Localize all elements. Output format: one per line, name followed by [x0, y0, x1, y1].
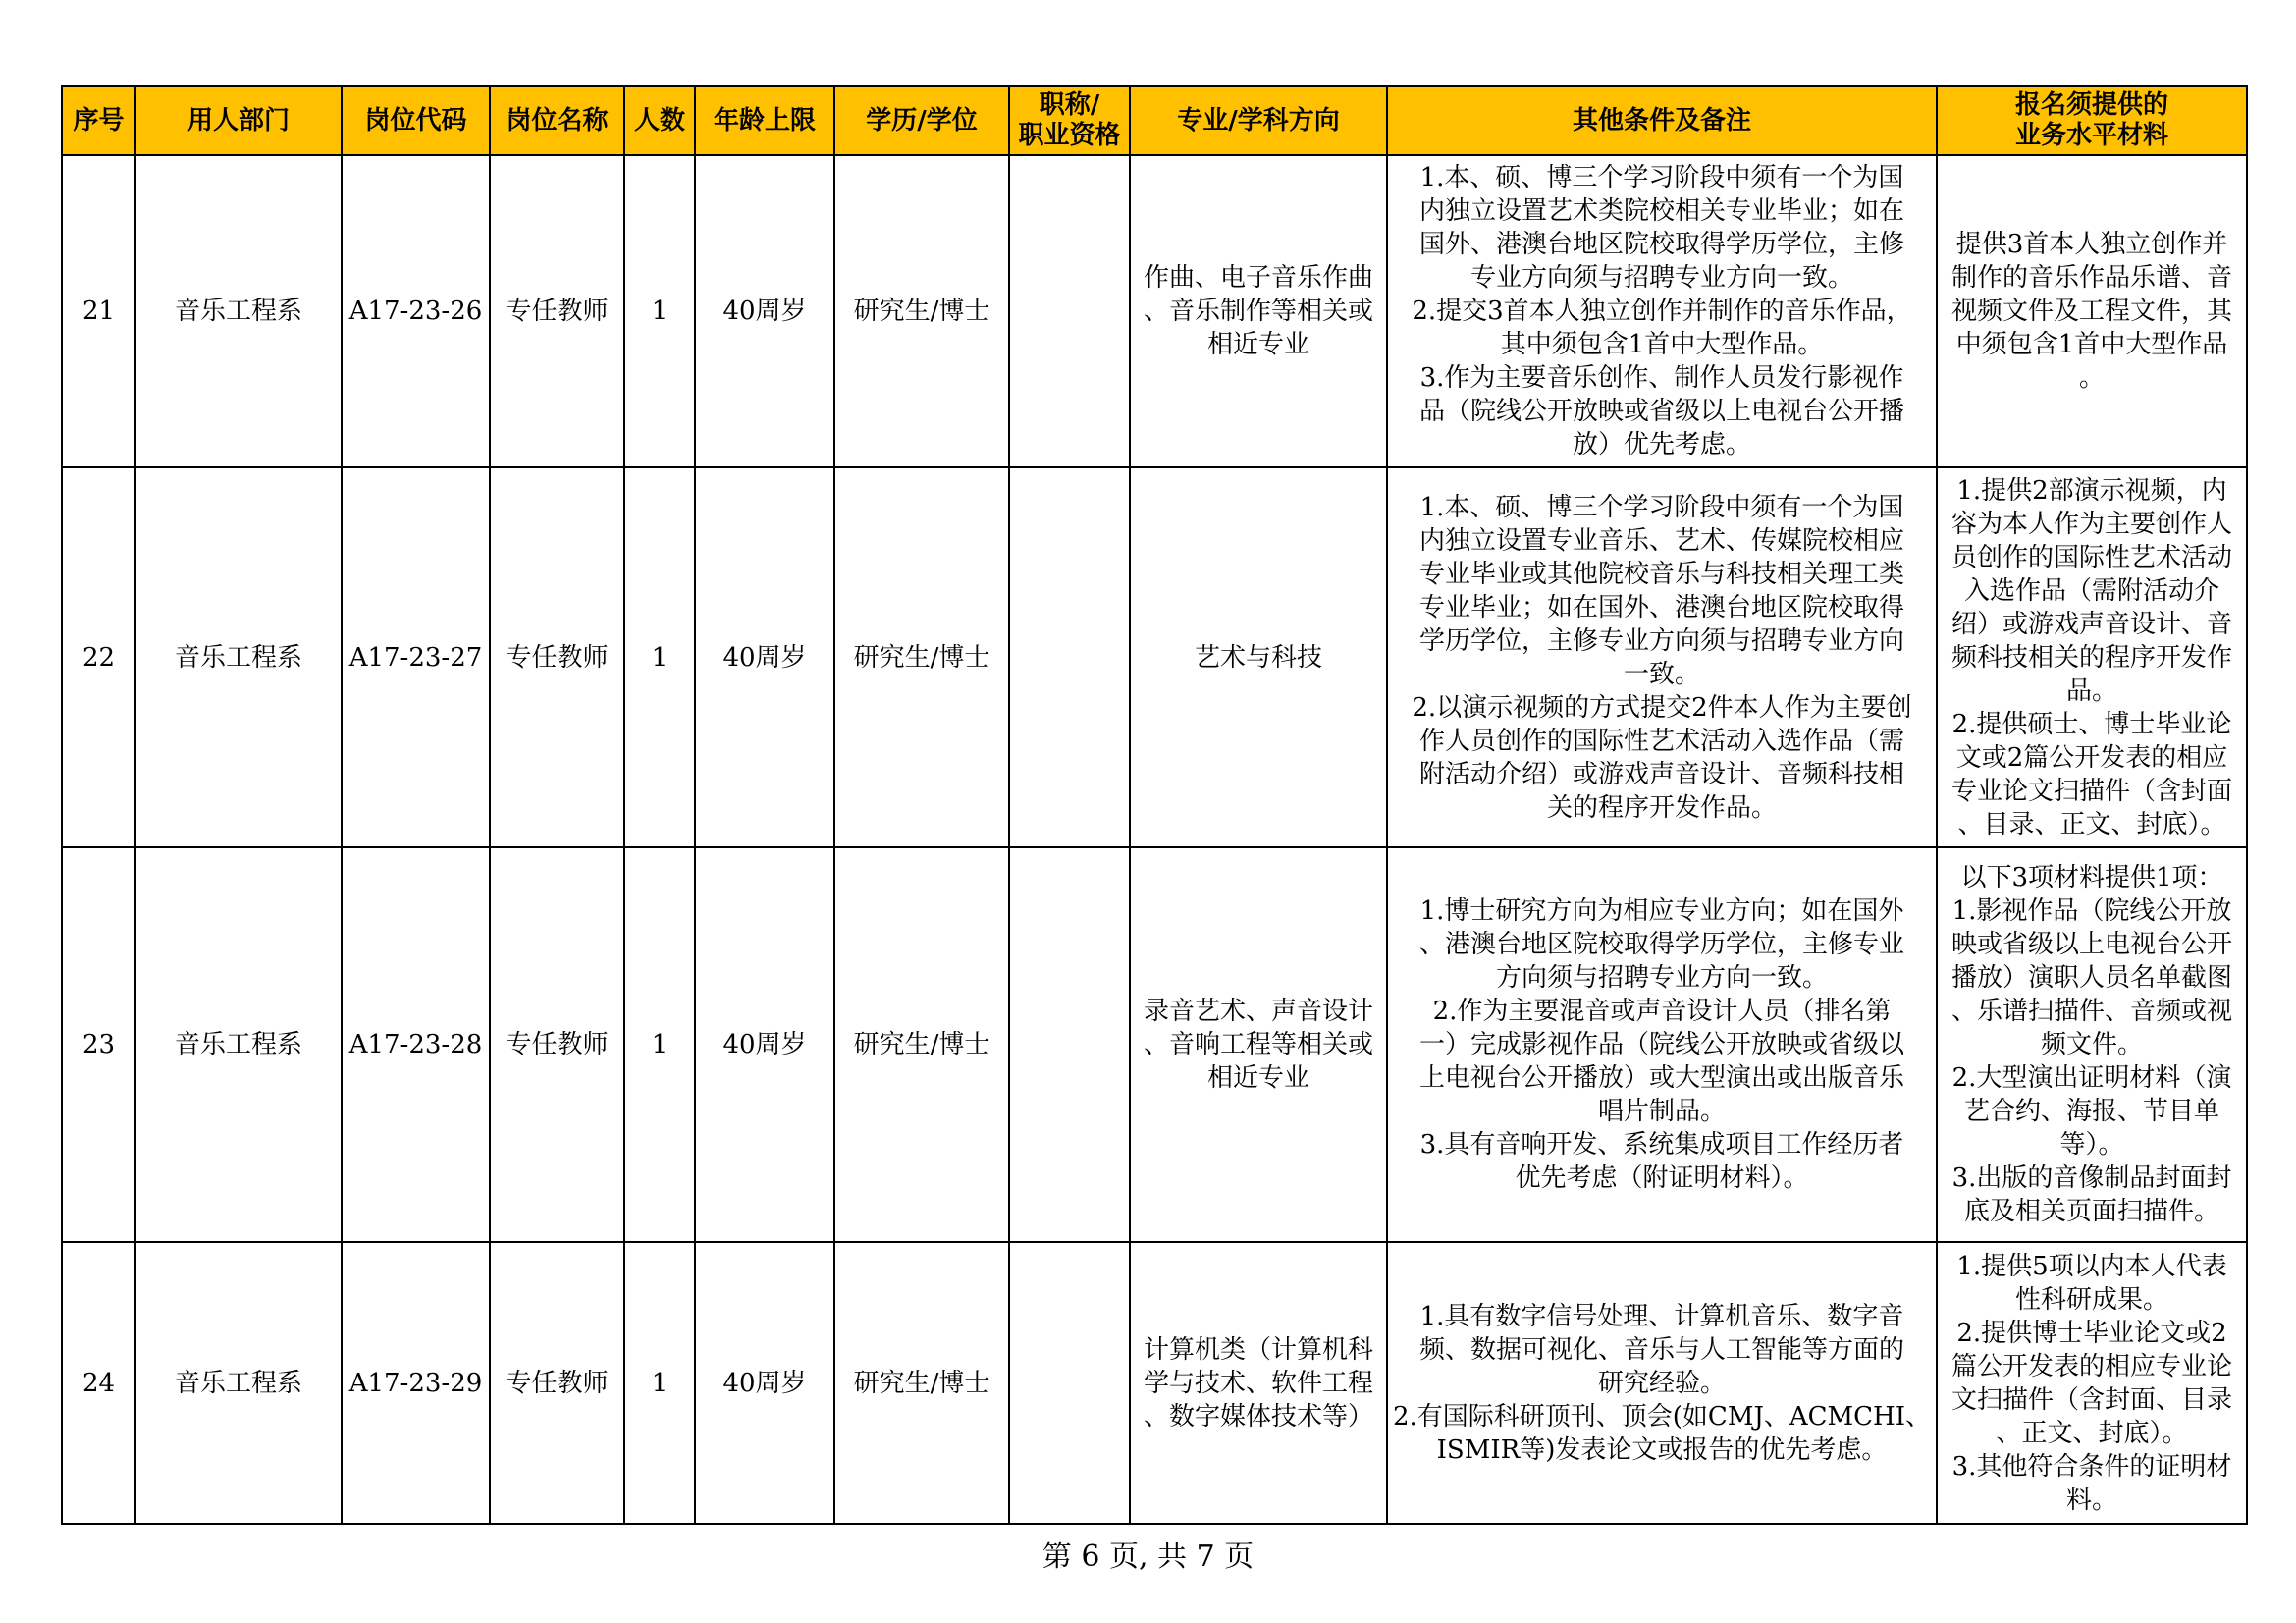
cell-code: A17-23-27 [342, 467, 490, 847]
header-major: 专业/学科方向 [1130, 86, 1387, 155]
header-degree: 学历/学位 [834, 86, 1009, 155]
cell-seq: 22 [62, 467, 135, 847]
cell-seq: 23 [62, 847, 135, 1242]
header-age: 年龄上限 [695, 86, 834, 155]
cell-rank [1009, 847, 1130, 1242]
cell-rank [1009, 1242, 1130, 1524]
cell-degree: 研究生/博士 [834, 1242, 1009, 1524]
cell-count: 1 [624, 155, 695, 467]
cell-seq: 24 [62, 1242, 135, 1524]
cell-other: 1.具有数字信号处理、计算机音乐、数字音 频、数据可视化、音乐与人工智能等方面的 研究经验。 2.有国际科研顶刊、顶会(如CMJ、ACMCHI、 ISMIR等)发表论文或报告的优先考虑。 [1387, 1242, 1937, 1524]
cell-other: 1.本、硕、博三个学习阶段中须有一个为国 内独立设置艺术类院校相关专业毕业；如在 国外、港澳台地区院校取得学历学位，主修 专业方向须与招聘专业方向一致。 2.提交3首本人独立创作并制作的音乐作品， 其中须包含1首中大型作品。 3.作为主要音乐创作、制作人员发行影视作 品（院线公开放映或省级以上电视台公开播 放）优先考虑。 [1387, 155, 1937, 467]
cell-dept: 音乐工程系 [135, 467, 342, 847]
cell-age: 40周岁 [695, 155, 834, 467]
header-code: 岗位代码 [342, 86, 490, 155]
table-row [62, 1242, 2247, 1524]
cell-other: 1.本、硕、博三个学习阶段中须有一个为国 内独立设置专业音乐、艺术、传媒院校相应 专业毕业或其他院校音乐与科技相关理工类 专业毕业；如在国外、港澳台地区院校取得 学历学位，主修专业方向须与招聘专业方向 一致。 2.以演示视频的方式提交2件本人作为主要创 作人员创作的国际性艺术活动入选作品（需 附活动介绍）或游戏声音设计、音频科技相 关的程序开发作品。 [1387, 467, 1937, 847]
header-title: 岗位名称 [490, 86, 624, 155]
cell-code: A17-23-28 [342, 847, 490, 1242]
cell-code: A17-23-26 [342, 155, 490, 467]
cell-seq: 21 [62, 155, 135, 467]
cell-major: 计算机类（计算机科 学与技术、软件工程 、数字媒体技术等） [1130, 1242, 1387, 1524]
cell-other: 1.博士研究方向为相应专业方向；如在国外 、港澳台地区院校取得学历学位，主修专业 方向须与招聘专业方向一致。 2.作为主要混音或声音设计人员（排名第 一）完成影视作品（院线公开放映或省级以 上电视台公开播放）或大型演出或出版音乐 唱片制品。 3.具有音响开发、系统集成项目工作经历者 优先考虑（附证明材料）。 [1387, 847, 1937, 1242]
cell-dept: 音乐工程系 [135, 1242, 342, 1524]
cell-title: 专任教师 [490, 155, 624, 467]
recruitment-table [61, 85, 2248, 1525]
header-row [62, 86, 2247, 155]
cell-dept: 音乐工程系 [135, 155, 342, 467]
cell-major: 艺术与科技 [1130, 467, 1387, 847]
header-seq: 序号 [62, 86, 135, 155]
header-dept: 用人部门 [135, 86, 342, 155]
page-number: 第 6 页, 共 7 页 [1041, 1540, 1255, 1574]
cell-count: 1 [624, 467, 695, 847]
cell-materials: 1.提供2部演示视频，内 容为本人作为主要创作人 员创作的国际性艺术活动 入选作品（需附活动介 绍）或游戏声音设计、音 频科技相关的程序开发作 品。 2.提供硕士、博士毕业论 文或2篇公开发表的相应 专业论文扫描件（含封面 、目录、正文、封底）。 [1937, 467, 2247, 847]
cell-materials: 以下3项材料提供1项： 1.影视作品（院线公开放 映或省级以上电视台公开 播放）演职人员名单截图 、乐谱扫描件、音频或视 频文件。 2.大型演出证明材料（演 艺合约、海报、节目单 等）。 3.出版的音像制品封面封 底及相关页面扫描件。 [1937, 847, 2247, 1242]
cell-title: 专任教师 [490, 1242, 624, 1524]
header-rank: 职称/ 职业资格 [1009, 86, 1130, 155]
cell-title: 专任教师 [490, 847, 624, 1242]
cell-degree: 研究生/博士 [834, 155, 1009, 467]
table-row [62, 847, 2247, 1242]
cell-age: 40周岁 [695, 467, 834, 847]
cell-materials: 提供3首本人独立创作并 制作的音乐作品乐谱、音 视频文件及工程文件，其 中须包含1首中大型作品 。 [1937, 155, 2247, 467]
cell-title: 专任教师 [490, 467, 624, 847]
cell-age: 40周岁 [695, 847, 834, 1242]
header-materials: 报名须提供的 业务水平材料 [1937, 86, 2247, 155]
cell-code: A17-23-29 [342, 1242, 490, 1524]
cell-major: 录音艺术、声音设计 、音响工程等相关或 相近专业 [1130, 847, 1387, 1242]
cell-age: 40周岁 [695, 1242, 834, 1524]
table-row [62, 467, 2247, 847]
cell-materials: 1.提供5项以内本人代表 性科研成果。 2.提供博士毕业论文或2 篇公开发表的相应专业论 文扫描件（含封面、目录 、正文、封底）。 3.其他符合条件的证明材 料。 [1937, 1242, 2247, 1524]
cell-major: 作曲、电子音乐作曲 、音乐制作等相关或 相近专业 [1130, 155, 1387, 467]
cell-dept: 音乐工程系 [135, 847, 342, 1242]
header-other: 其他条件及备注 [1387, 86, 1937, 155]
cell-rank [1009, 155, 1130, 467]
table-row [62, 155, 2247, 467]
header-count: 人数 [624, 86, 695, 155]
cell-count: 1 [624, 1242, 695, 1524]
cell-rank [1009, 467, 1130, 847]
cell-degree: 研究生/博士 [834, 847, 1009, 1242]
cell-degree: 研究生/博士 [834, 467, 1009, 847]
cell-count: 1 [624, 847, 695, 1242]
